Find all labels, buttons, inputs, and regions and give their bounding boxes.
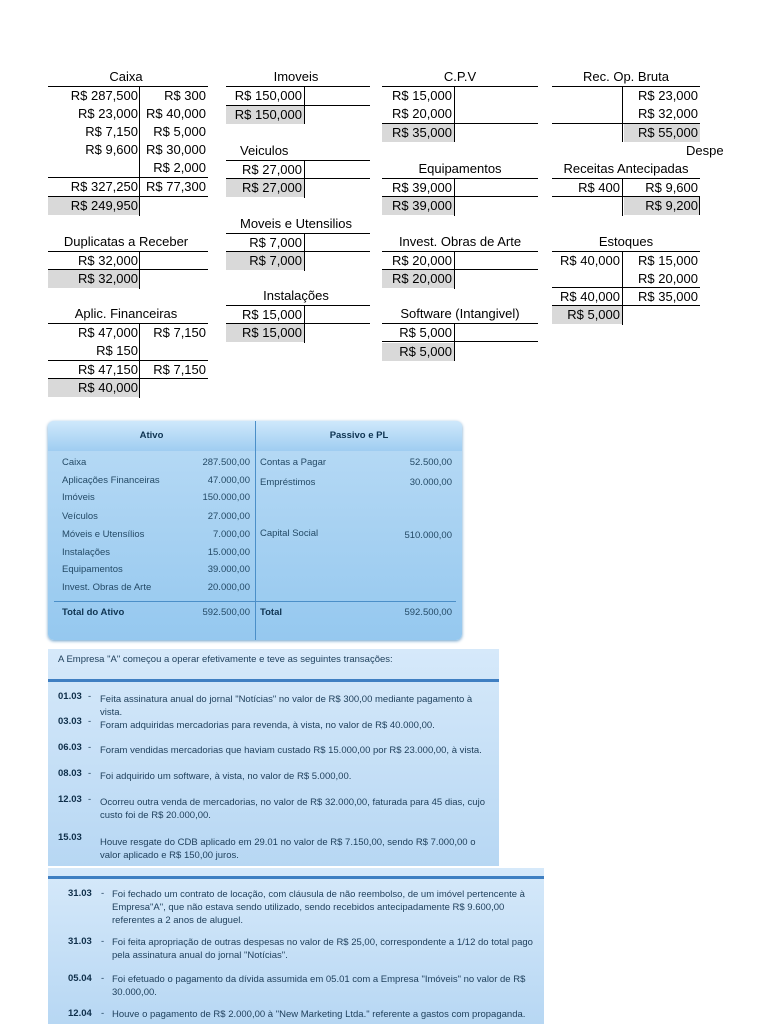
asset-label: Invest. Obras de Arte <box>62 582 152 593</box>
balance-sheet-panel <box>48 421 462 640</box>
software-debit: R$ 5,000 <box>399 325 452 340</box>
caixa-debit: R$ 287,500 <box>70 88 138 103</box>
aplic-debit-total: R$ 47,150 <box>78 362 138 377</box>
caixa-debit: R$ 9,600 <box>85 142 138 157</box>
total-assets-value: 592.500,00 <box>202 607 250 618</box>
software-title: Software (Intangivel) <box>400 306 520 321</box>
equipamentos-title: Equipamentos <box>418 161 502 176</box>
duplicatas-title: Duplicatas a Receber <box>63 234 189 249</box>
transaction-date: 31.03 <box>68 936 92 947</box>
transaction-date: 08.03 <box>58 768 82 779</box>
aplic-debit: R$ 150 <box>96 343 138 358</box>
transaction-text: Ocorreu outra venda de mercadorias, no valor de R$ 32.000,00, faturada para 45 dias, cujo custo foi de R$ 20.000,00. <box>100 797 485 821</box>
equipamentos-balance: R$ 39,000 <box>382 197 454 215</box>
rec-op-bruta-title: Rec. Op. Bruta <box>583 69 669 84</box>
estoques-title: Estoques <box>598 234 654 249</box>
obras-arte-debit: R$ 20,000 <box>392 253 452 268</box>
total-value: 592.500,00 <box>404 607 452 618</box>
asset-header: Ativo <box>48 421 255 451</box>
cpv-balance: R$ 35,000 <box>382 124 454 142</box>
software-balance: R$ 5,000 <box>382 343 454 361</box>
estoques-credit-total: R$ 35,000 <box>638 289 698 304</box>
receitas-antecipadas-balance: R$ 9,200 <box>624 197 700 215</box>
estoques-debit-total: R$ 40,000 <box>560 289 620 304</box>
duplicatas-balance: R$ 32,000 <box>48 270 140 288</box>
caixa-debit: R$ 7,150 <box>85 124 138 139</box>
liability-label: Empréstimos <box>260 477 316 488</box>
equipamentos-debit: R$ 39,000 <box>392 180 452 195</box>
asset-value: 39.000,00 <box>207 564 250 575</box>
receitas-antecipadas-title: Receitas Antecipadas <box>563 161 689 176</box>
t-accounts-sheet <box>0 0 768 410</box>
estoques-balance: R$ 5,000 <box>552 306 622 324</box>
rec-op-bruta-credit: R$ 23,000 <box>638 88 698 103</box>
receitas-antecipadas-credit: R$ 9,600 <box>645 180 698 195</box>
caixa-credit: R$ 2,000 <box>153 160 206 175</box>
asset-label: Móveis e Utensílios <box>62 529 145 540</box>
instalacoes-debit: R$ 15,000 <box>242 307 302 322</box>
caixa-credit: R$ 300 <box>164 88 206 103</box>
transaction-text: Houve o pagamento de R$ 2.000,00 à "New Marketing Ltda." referente a gastos com propaganda. <box>112 1009 526 1020</box>
liability-value: 52.500,00 <box>409 457 452 468</box>
total-rule <box>54 601 456 602</box>
asset-value: 15.000,00 <box>207 547 250 558</box>
imoveis-balance: R$ 150,000 <box>226 106 304 124</box>
estoques-credit: R$ 20,000 <box>638 271 698 286</box>
transaction-date: 01.03 <box>58 691 82 702</box>
receitas-antecipadas-debit: R$ 400 <box>578 180 620 195</box>
caixa-credit: R$ 40,000 <box>146 106 206 121</box>
duplicatas-debit: R$ 32,000 <box>78 253 138 268</box>
transaction-text: Foi fechado um contrato de locação, com cláusula de não reembolso, de um imóvel pertencente à Empresa"A", que não estava sendo utilizado, sendo recebidos antecipadamente R$ 9.600,00 referentes a 2 anos de aluguel. <box>112 889 525 926</box>
veiculos-title: Veiculos <box>240 143 289 158</box>
asset-value: 150.000,00 <box>202 492 250 503</box>
obras-arte-title: Invest. Obras de Arte <box>398 234 522 249</box>
asset-label: Caixa <box>62 457 87 468</box>
cpv-title: C.P.V <box>443 69 477 84</box>
transaction-text: Foi efetuado o pagamento da dívida assumida em 05.01 com a Empresa "Imóveis" no valor de R$ 30.000,00. <box>112 974 526 998</box>
asset-label: Equipamentos <box>62 564 123 575</box>
transaction-date: 12.03 <box>58 794 82 805</box>
asset-value: 287.500,00 <box>202 457 250 468</box>
asset-value: 20.000,00 <box>207 582 250 593</box>
transactions-panel-1: A Empresa "A" começou a operar efetivamente e teve as seguintes transações: 01.03 - Feita assinatura anual do jornal "Notícias" no valor de R$ 300,00 mediante pagamento à vista. 03.03 - Foram adquiridas mercadorias para revenda, à vista, no valor de R$ 40.000,00. 06.03 - Foram vendidas mercadorias que haviam custado R$ 15.000,00 por R$ 23.000,00, à vista. 08.03 - Foi adquirido um software, à vista, no valor de R$ 5.000,00. 12.03 - Ocorreu outra venda de mercadorias, no valor de R$ 32.000,00, faturada para 45 dias, cujo custo foi de R$ 20.000,00. 15.03 Houve resgate do CDB aplicado em 29.01 no valor de R$ 7.150,00, sendo R$ 7.000,00 o valor aplicado e R$ 150,00 juros. <box>48 649 499 866</box>
transaction-text: Houve resgate do CDB aplicado em 29.01 no valor de R$ 7.150,00, sendo R$ 7.000,00 o valor aplicado e R$ 150,00 juros. <box>100 837 476 861</box>
asset-label: Imóveis <box>62 492 95 503</box>
asset-label: Aplicações Financeiras <box>62 475 160 486</box>
instalacoes-title: Instalações <box>263 288 329 303</box>
aplic-credit-total: R$ 7,150 <box>153 362 206 377</box>
moveis-utensilios-balance: R$ 7,000 <box>226 252 304 270</box>
asset-label: Instalações <box>62 547 111 558</box>
caixa-title: Caixa <box>109 69 143 84</box>
caixa-credit: R$ 30,000 <box>146 142 206 157</box>
caixa-debit-total: R$ 327,250 <box>70 179 138 194</box>
estoques-credit: R$ 15,000 <box>638 253 698 268</box>
panel-rule <box>48 876 544 879</box>
moveis-utensilios-title: Moveis e Utensilios <box>240 216 352 231</box>
caixa-credit: R$ 5,000 <box>153 124 206 139</box>
total-label: Total <box>260 607 282 618</box>
estoques-debit: R$ 40,000 <box>560 253 620 268</box>
veiculos-debit: R$ 27,000 <box>242 162 302 177</box>
transaction-text: Foi adquirido um software, à vista, no valor de R$ 5.000,00. <box>100 771 352 782</box>
liability-label: Contas a Pagar <box>260 457 327 468</box>
asset-label: Veículos <box>62 511 98 522</box>
cpv-debit: R$ 15,000 <box>392 88 452 103</box>
transaction-date: 05.04 <box>68 973 92 984</box>
imoveis-debit: R$ 150,000 <box>234 88 302 103</box>
transactions-intro: A Empresa "A" começou a operar efetivamente e teve as seguintes transações: <box>58 654 393 665</box>
transaction-date: 06.03 <box>58 742 82 753</box>
transaction-date: 03.03 <box>58 716 82 727</box>
obras-arte-balance: R$ 20,000 <box>382 270 454 288</box>
rec-op-bruta-balance: R$ 55,000 <box>624 124 700 142</box>
aplic-credit: R$ 7,150 <box>153 325 206 340</box>
transaction-date: 12.04 <box>68 1008 92 1019</box>
transaction-text: Feita assinatura anual do jornal "Notícias" no valor de R$ 300,00 mediante pagamento à vista. <box>100 694 473 718</box>
imoveis-title: Imoveis <box>273 69 319 84</box>
transaction-text: Foram adquiridas mercadorias para revenda, à vista, no valor de R$ 40.000,00. <box>100 720 435 731</box>
liability-label: Capital Social <box>260 528 319 539</box>
aplic-balance: R$ 40,000 <box>48 379 140 397</box>
asset-value: 27.000,00 <box>207 511 250 522</box>
total-assets-label: Total do Ativo <box>62 607 125 618</box>
intro-rule <box>48 679 499 682</box>
asset-value: 47.000,00 <box>207 475 250 486</box>
aplic-title: Aplic. Financeiras <box>74 306 178 321</box>
transaction-date: 15.03 <box>58 832 82 843</box>
liability-header: Passivo e PL <box>256 421 462 451</box>
transaction-date: 31.03 <box>68 888 92 899</box>
liability-value: 510.000,00 <box>404 530 452 541</box>
cpv-debit: R$ 20,000 <box>392 106 452 121</box>
caixa-debit: R$ 23,000 <box>78 106 138 121</box>
transactions-panel-2: 31.03 - Foi fechado um contrato de locação, com cláusula de não reembolso, de um imóvel pertencente à Empresa"A", que não estava sendo utilizado, sendo recebidos antecipadamente R$ 9.600,00 referentes a 2 anos de aluguel. 31.03 - Foi feita apropriação de outras despesas no valor de R$ 25,00, correspondente a 1/12 do total pago pela assinatura anual do jornal "Notícias". 05.04 - Foi efetuado o pagamento da dívida assumida em 05.01 com a Empresa "Imóveis" no valor de R$ 30.000,00. 12.04 - Houve o pagamento de R$ 2.000,00 à "New Marketing Ltda." referente a gastos com propaganda. <box>48 868 544 1024</box>
balance-divider <box>255 421 256 640</box>
transaction-text: Foram vendidas mercadorias que haviam custado R$ 15.000,00 por R$ 23.000,00, à vista. <box>100 745 482 756</box>
transaction-text: Foi feita apropriação de outras despesas no valor de R$ 25,00, correspondente a 1/12 do total pago pela assinatura anual do jornal "Notícias". <box>112 937 533 961</box>
rec-op-bruta-credit: R$ 32,000 <box>638 106 698 121</box>
aplic-debit: R$ 47,000 <box>78 325 138 340</box>
asset-value: 7.000,00 <box>213 529 250 540</box>
caixa-credit-total: R$ 77,300 <box>146 179 206 194</box>
despe-title: Despe <box>686 143 724 158</box>
liability-value: 30.000,00 <box>409 477 452 488</box>
instalacoes-balance: R$ 15,000 <box>226 324 304 342</box>
moveis-utensilios-debit: R$ 7,000 <box>249 235 302 250</box>
veiculos-balance: R$ 27,000 <box>226 179 304 197</box>
caixa-balance: R$ 249,950 <box>48 197 140 215</box>
